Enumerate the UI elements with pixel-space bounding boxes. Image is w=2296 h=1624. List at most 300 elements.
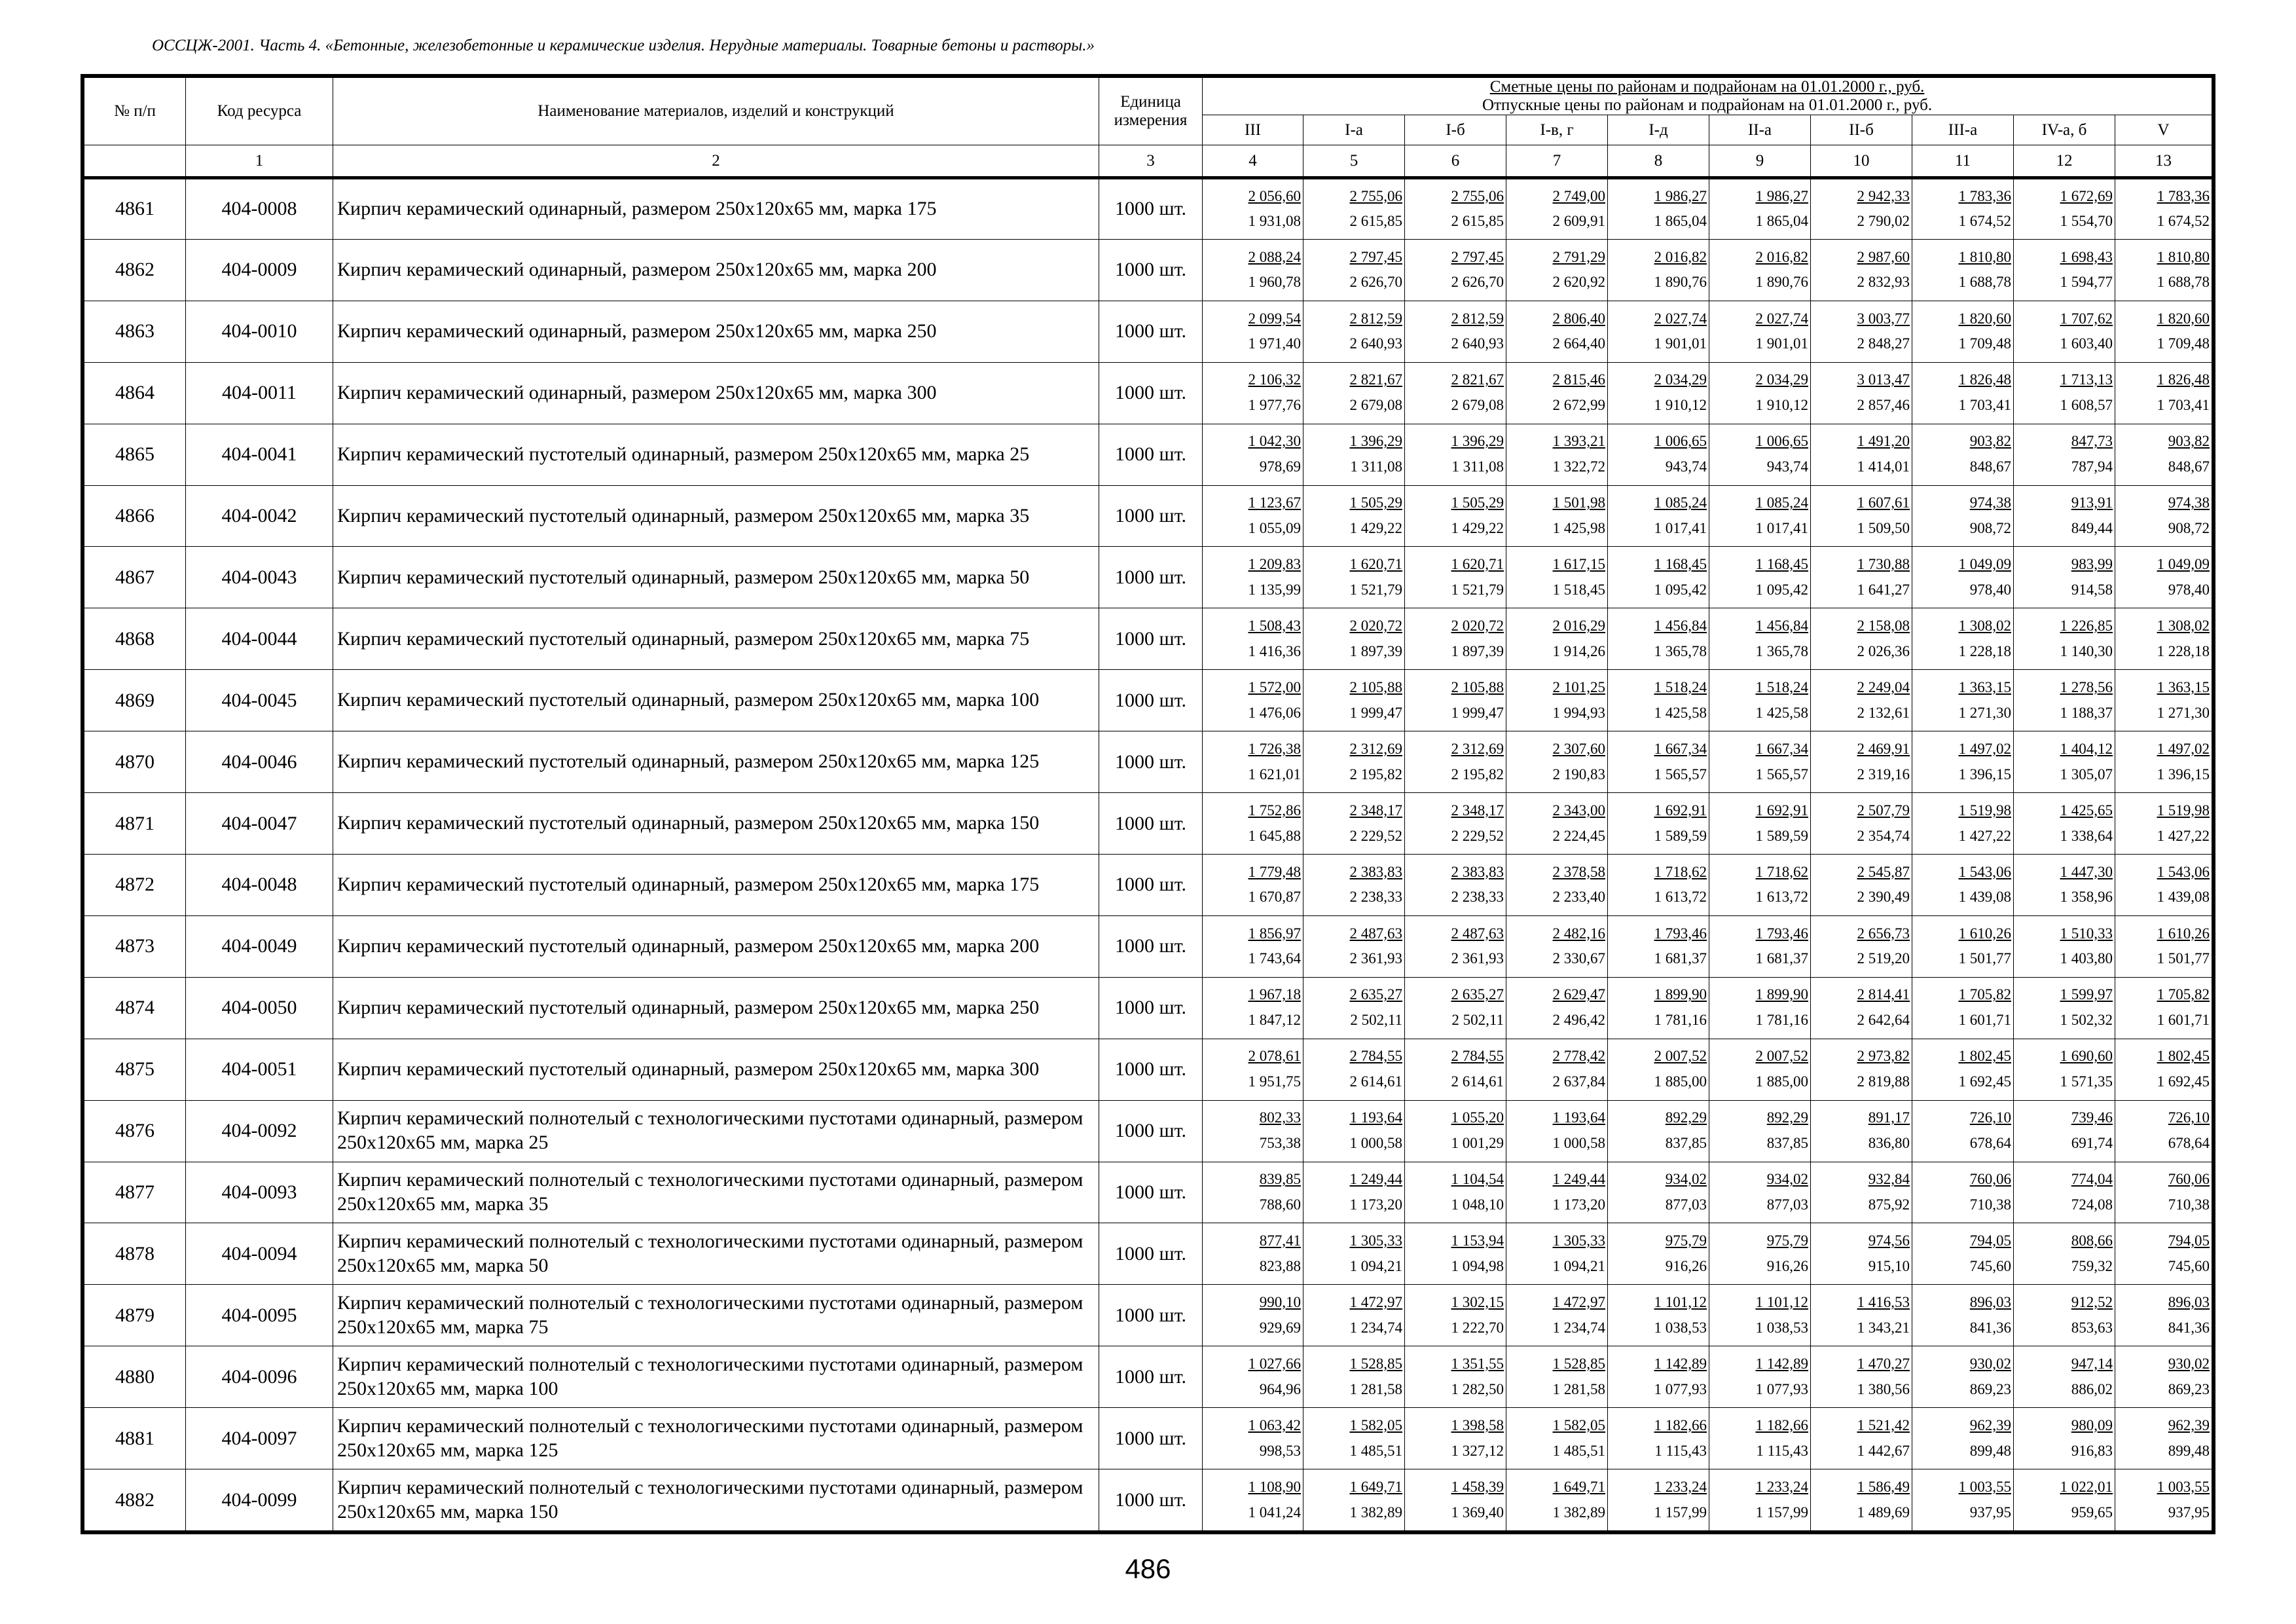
material-name: Кирпич керамический пустотелый одинарный, размером 250х120х65 мм, марка 200 <box>333 915 1099 977</box>
unit-of-measure: 1000 шт. <box>1099 854 1203 915</box>
price-cell <box>2115 547 2212 608</box>
release-price: 848,67 <box>2168 458 2210 475</box>
release-price: 978,40 <box>1969 581 2011 598</box>
release-price: 1 365,78 <box>1755 642 1808 659</box>
estimated-price: 1 692,91 <box>1755 802 1808 819</box>
price-cell <box>1811 239 1912 301</box>
price-cell <box>1608 1285 1709 1346</box>
estimated-price: 912,52 <box>2071 1294 2113 1311</box>
price-cell <box>2115 239 2212 301</box>
unit-of-measure: 1000 шт. <box>1099 670 1203 731</box>
estimated-price: 1 006,65 <box>1654 433 1707 450</box>
resource-code: 404-0043 <box>186 547 333 608</box>
release-price: 1 571,35 <box>2060 1073 2113 1090</box>
estimated-price: 1 470,27 <box>1857 1355 1910 1372</box>
price-cell <box>1303 670 1405 731</box>
price-cell <box>2115 485 2212 547</box>
estimated-price: 1 899,90 <box>1654 986 1707 1003</box>
release-price: 2 190,83 <box>1552 766 1605 783</box>
release-price: 1 509,50 <box>1857 519 1910 536</box>
estimated-price: 1 447,30 <box>2060 863 2113 880</box>
price-cell <box>1709 915 1811 977</box>
price-cell <box>1506 731 1608 793</box>
release-price: 1 188,37 <box>2060 704 2113 721</box>
price-cell <box>2115 793 2212 855</box>
release-price: 2 390,49 <box>1857 889 1910 906</box>
header-region: I-а <box>1303 115 1405 145</box>
release-price: 710,38 <box>2168 1196 2210 1213</box>
estimated-price: 1 610,26 <box>1958 925 2011 942</box>
release-price: 899,48 <box>2168 1442 2210 1459</box>
estimated-price: 1 519,98 <box>1958 802 2011 819</box>
price-cell <box>1608 731 1709 793</box>
price-cell <box>2014 1162 2115 1223</box>
price-cell <box>2014 793 2115 855</box>
estimated-price: 1 027,66 <box>1248 1355 1301 1372</box>
price-cell <box>1811 301 1912 362</box>
price-cell <box>1811 1100 1912 1162</box>
estimated-price: 2 469,91 <box>1857 740 1910 757</box>
price-cell <box>1912 1162 2014 1223</box>
price-cell <box>1608 670 1709 731</box>
estimated-price: 1 302,15 <box>1451 1294 1504 1311</box>
price-cell <box>1303 239 1405 301</box>
price-cell <box>1506 301 1608 362</box>
release-price: 1 396,15 <box>2157 766 2210 783</box>
release-price: 964,96 <box>1259 1380 1301 1397</box>
price-cell <box>1303 1039 1405 1100</box>
price-cell <box>1405 670 1506 731</box>
release-price: 1 688,78 <box>1958 274 2011 291</box>
header-column-number: 5 <box>1303 145 1405 178</box>
estimated-price: 974,56 <box>1868 1232 1910 1249</box>
price-cell <box>2115 1039 2212 1100</box>
price-cell <box>1203 915 1303 977</box>
estimated-price: 1 505,29 <box>1451 494 1504 511</box>
release-price: 2 361,93 <box>1451 950 1504 967</box>
price-cell <box>1608 301 1709 362</box>
estimated-price: 1 518,24 <box>1654 678 1707 695</box>
estimated-price: 2 784,55 <box>1349 1048 1402 1065</box>
estimated-price: 1 168,45 <box>1654 556 1707 573</box>
price-cell <box>1912 362 2014 424</box>
release-price: 1 901,01 <box>1755 335 1808 352</box>
price-cell <box>1608 854 1709 915</box>
price-cell <box>1608 793 1709 855</box>
price-cell <box>1405 731 1506 793</box>
estimated-price: 1 690,60 <box>2060 1048 2113 1065</box>
header-region: I-б <box>1405 115 1506 145</box>
price-cell <box>1203 1285 1303 1346</box>
price-cell <box>2115 854 2212 915</box>
price-cell <box>1203 793 1303 855</box>
release-price: 2 354,74 <box>1857 827 1910 844</box>
estimated-price: 1 363,15 <box>1958 678 2011 695</box>
price-cell <box>1506 1223 1608 1285</box>
release-price: 1 994,93 <box>1552 704 1605 721</box>
row-number: 4882 <box>84 1469 186 1531</box>
estimated-price: 1 707,62 <box>2060 310 2113 327</box>
price-cell <box>1709 178 1811 240</box>
price-cell <box>1303 977 1405 1039</box>
table-row <box>84 1162 2212 1223</box>
resource-code: 404-0047 <box>186 793 333 855</box>
price-cell <box>2115 1100 2212 1162</box>
release-price: 2 229,52 <box>1451 827 1504 844</box>
price-cell <box>1203 1223 1303 1285</box>
estimated-price: 2 312,69 <box>1349 740 1402 757</box>
release-price: 1 890,76 <box>1654 274 1707 291</box>
estimated-price: 1 104,54 <box>1451 1171 1504 1188</box>
price-cell <box>2115 977 2212 1039</box>
release-price: 1 554,70 <box>2060 213 2113 230</box>
release-price: 2 640,93 <box>1349 335 1402 352</box>
header-column-number: 2 <box>333 145 1099 178</box>
table-row <box>84 1100 2212 1162</box>
price-cell <box>2115 1469 2212 1531</box>
estimated-price: 760,06 <box>2168 1171 2210 1188</box>
estimated-price: 2 507,79 <box>1857 802 1910 819</box>
price-cell <box>2014 915 2115 977</box>
release-price: 710,38 <box>1969 1196 2011 1213</box>
release-price: 2 195,82 <box>1451 766 1504 783</box>
estimated-price: 1 543,06 <box>2157 863 2210 880</box>
header-column-number: 1 <box>186 145 333 178</box>
header-res-code: Код ресурса <box>186 78 333 145</box>
row-number: 4863 <box>84 301 186 362</box>
release-price: 2 319,16 <box>1857 766 1910 783</box>
release-price: 1 228,18 <box>1958 642 2011 659</box>
price-cell <box>1506 1039 1608 1100</box>
price-cell <box>1811 1039 1912 1100</box>
release-price: 1 910,12 <box>1755 397 1808 414</box>
release-price: 1 343,21 <box>1857 1319 1910 1336</box>
price-cell <box>1811 1162 1912 1223</box>
release-price: 2 238,33 <box>1349 889 1402 906</box>
estimated-price: 2 545,87 <box>1857 863 1910 880</box>
price-cell <box>2115 670 2212 731</box>
release-price: 2 519,20 <box>1857 950 1910 967</box>
release-price: 1 603,40 <box>2060 335 2113 352</box>
price-cell <box>1709 1285 1811 1346</box>
estimated-price: 1 519,98 <box>2157 802 2210 819</box>
release-price: 1 041,24 <box>1248 1504 1301 1521</box>
price-cell <box>1303 362 1405 424</box>
estimated-price: 1 705,82 <box>2157 986 2210 1003</box>
row-number: 4862 <box>84 239 186 301</box>
estimated-price: 1 233,24 <box>1654 1478 1707 1495</box>
release-price: 1 095,42 <box>1755 581 1808 598</box>
estimated-price: 896,03 <box>1969 1294 2011 1311</box>
material-name: Кирпич керамический пустотелый одинарный, размером 250х120х65 мм, марка 175 <box>333 854 1099 915</box>
header-region: III-а <box>1912 115 2014 145</box>
header-prices-estimated: Сметные цены по районам и подрайонам на 01.01.2000 г., руб. <box>1489 78 1925 96</box>
price-cell <box>2014 977 2115 1039</box>
estimated-price: 974,38 <box>2168 494 2210 511</box>
release-price: 1 282,50 <box>1451 1380 1504 1397</box>
price-cell <box>1608 485 1709 547</box>
release-price: 1 311,08 <box>1451 458 1504 475</box>
unit-of-measure: 1000 шт. <box>1099 915 1203 977</box>
header-row-num: № п/п <box>84 78 186 145</box>
price-cell <box>1912 854 2014 915</box>
estimated-price: 2 635,27 <box>1451 986 1504 1003</box>
material-name: Кирпич керамический полнотелый с технологическими пустотами одинарный, размером 250х120х65 мм, марка 50 <box>333 1223 1099 1285</box>
estimated-price: 1 779,48 <box>1248 863 1301 880</box>
estimated-price: 1 718,62 <box>1755 863 1808 880</box>
estimated-price: 962,39 <box>1969 1416 2011 1433</box>
estimated-price: 2 755,06 <box>1451 187 1504 204</box>
price-cell <box>2014 731 2115 793</box>
estimated-price: 1 425,65 <box>2060 802 2113 819</box>
estimated-price: 1 718,62 <box>1654 863 1707 880</box>
estimated-price: 1 404,12 <box>2060 740 2113 757</box>
estimated-price: 1 705,82 <box>1958 986 2011 1003</box>
release-price: 1 135,99 <box>1248 581 1301 598</box>
release-price: 1 048,10 <box>1451 1196 1504 1213</box>
row-number: 4866 <box>84 485 186 547</box>
release-price: 1 897,39 <box>1451 642 1504 659</box>
estimated-price: 2 106,32 <box>1248 371 1301 388</box>
release-price: 959,65 <box>2071 1504 2113 1521</box>
estimated-price: 1 193,64 <box>1552 1109 1605 1126</box>
estimated-price: 2 312,69 <box>1451 740 1504 757</box>
price-cell <box>1811 1285 1912 1346</box>
release-price: 1 977,76 <box>1248 397 1301 414</box>
estimated-price: 2 383,83 <box>1349 863 1402 880</box>
price-cell <box>1912 1346 2014 1408</box>
release-price: 1 115,43 <box>1756 1442 1808 1459</box>
release-price: 837,85 <box>1665 1135 1707 1152</box>
unit-of-measure: 1000 шт. <box>1099 1223 1203 1285</box>
estimated-price: 1 599,97 <box>2060 986 2113 1003</box>
material-name: Кирпич керамический полнотелый с технологическими пустотами одинарный, размером 250х120х65 мм, марка 150 <box>333 1469 1099 1531</box>
release-price: 2 229,52 <box>1349 827 1402 844</box>
estimated-price: 974,38 <box>1969 494 2011 511</box>
estimated-price: 2 348,17 <box>1349 802 1402 819</box>
release-price: 1 222,70 <box>1451 1319 1504 1336</box>
release-price: 678,64 <box>2168 1135 2210 1152</box>
estimated-price: 1 667,34 <box>1755 740 1808 757</box>
price-cell <box>1608 1039 1709 1100</box>
estimated-price: 1 497,02 <box>1958 740 2011 757</box>
row-number: 4880 <box>84 1346 186 1408</box>
price-cell <box>1506 547 1608 608</box>
release-price: 1 709,48 <box>2157 335 2210 352</box>
release-price: 2 615,85 <box>1349 213 1402 230</box>
unit-of-measure: 1000 шт. <box>1099 239 1203 301</box>
price-cell <box>1709 239 1811 301</box>
release-price: 1 521,79 <box>1349 581 1402 598</box>
release-price: 915,10 <box>1868 1257 1910 1274</box>
price-cell <box>1608 1223 1709 1285</box>
estimated-price: 990,10 <box>1259 1294 1301 1311</box>
release-price: 1 781,16 <box>1755 1012 1808 1029</box>
estimated-price: 2 749,00 <box>1552 187 1605 204</box>
estimated-price: 2 088,24 <box>1248 248 1301 265</box>
estimated-price: 774,04 <box>2071 1171 2113 1188</box>
estimated-price: 1 967,18 <box>1248 986 1301 1003</box>
estimated-price: 2 016,29 <box>1552 618 1605 635</box>
price-cell <box>1709 1100 1811 1162</box>
price-cell <box>2014 424 2115 485</box>
estimated-price: 896,03 <box>2168 1294 2210 1311</box>
estimated-price: 1 182,66 <box>1654 1416 1707 1433</box>
release-price: 943,74 <box>1665 458 1707 475</box>
estimated-price: 1 528,85 <box>1552 1355 1605 1372</box>
estimated-price: 2 027,74 <box>1755 310 1808 327</box>
estimated-price: 2 099,54 <box>1248 310 1301 327</box>
release-price: 1 429,22 <box>1349 519 1402 536</box>
price-cell <box>1912 977 2014 1039</box>
row-number: 4881 <box>84 1408 186 1469</box>
table-row <box>84 1285 2212 1346</box>
release-price: 978,40 <box>2168 581 2210 598</box>
material-name: Кирпич керамический полнотелый с технологическими пустотами одинарный, размером 250х120х65 мм, марка 125 <box>333 1408 1099 1469</box>
price-cell <box>1506 485 1608 547</box>
estimated-price: 903,82 <box>1969 433 2011 450</box>
estimated-price: 760,06 <box>1969 1171 2011 1188</box>
release-price: 2 224,45 <box>1552 827 1605 844</box>
price-cell <box>1303 1408 1405 1469</box>
price-cell <box>2014 178 2115 240</box>
price-cell <box>1405 793 1506 855</box>
release-price: 908,72 <box>1969 519 2011 536</box>
price-cell <box>1303 547 1405 608</box>
release-price: 1 427,22 <box>2157 827 2210 844</box>
release-price: 759,32 <box>2071 1257 2113 1274</box>
release-price: 1 613,72 <box>1755 889 1808 906</box>
price-cell <box>1203 670 1303 731</box>
release-price: 2 233,40 <box>1552 889 1605 906</box>
release-price: 1 703,41 <box>1958 397 2011 414</box>
release-price: 788,60 <box>1259 1196 1301 1213</box>
release-price: 1 017,41 <box>1654 519 1707 536</box>
estimated-price: 1 022,01 <box>2060 1478 2113 1495</box>
price-cell <box>1203 301 1303 362</box>
estimated-price: 2 656,73 <box>1857 925 1910 942</box>
row-number: 4872 <box>84 854 186 915</box>
estimated-price: 2 797,45 <box>1349 248 1402 265</box>
price-cell <box>1203 608 1303 670</box>
release-price: 849,44 <box>2071 519 2113 536</box>
release-price: 998,53 <box>1259 1442 1301 1459</box>
table-row <box>84 1039 2212 1100</box>
release-price: 908,72 <box>2168 519 2210 536</box>
price-cell <box>2014 670 2115 731</box>
price-cell <box>1608 424 1709 485</box>
price-cell <box>1811 670 1912 731</box>
price-cell <box>2115 301 2212 362</box>
estimated-price: 1 396,29 <box>1451 433 1504 450</box>
price-cell <box>1608 239 1709 301</box>
price-cell <box>1303 301 1405 362</box>
estimated-price: 1 393,21 <box>1552 433 1605 450</box>
estimated-price: 1 101,12 <box>1755 1294 1808 1311</box>
release-price: 1 501,77 <box>1958 950 2011 967</box>
price-cell <box>2115 1408 2212 1469</box>
release-price: 2 664,40 <box>1552 335 1605 352</box>
release-price: 2 502,11 <box>1451 1012 1504 1029</box>
unit-of-measure: 1000 шт. <box>1099 1100 1203 1162</box>
price-cell <box>1203 1100 1303 1162</box>
release-price: 2 832,93 <box>1857 274 1910 291</box>
table-row <box>84 485 2212 547</box>
estimated-price: 2 020,72 <box>1451 618 1504 635</box>
price-cell <box>1405 854 1506 915</box>
release-price: 1 358,96 <box>2060 889 2113 906</box>
release-price: 1 901,01 <box>1654 335 1707 352</box>
release-price: 1 999,47 <box>1349 704 1402 721</box>
running-head: ОССЦЖ-2001. Часть 4. «Бетонные, железобетонные и керамические изделия. Нерудные материалы. Товарные бетоны и растворы.» <box>152 37 1095 54</box>
price-cell <box>1608 178 1709 240</box>
estimated-price: 2 812,59 <box>1349 310 1402 327</box>
release-price: 1 897,39 <box>1349 642 1402 659</box>
price-cell <box>1709 547 1811 608</box>
price-cell <box>1506 1285 1608 1346</box>
price-cell <box>1608 608 1709 670</box>
price-cell <box>1709 854 1811 915</box>
release-price: 1 429,22 <box>1451 519 1504 536</box>
header-region: I-в, г <box>1506 115 1608 145</box>
release-price: 1 382,89 <box>1349 1504 1402 1521</box>
release-price: 1 847,12 <box>1248 1012 1301 1029</box>
release-price: 1 271,30 <box>1958 704 2011 721</box>
estimated-price: 2 101,25 <box>1552 678 1605 695</box>
release-price: 1 416,36 <box>1248 642 1301 659</box>
price-cell <box>1303 1162 1405 1223</box>
price-cell <box>2014 301 2115 362</box>
estimated-price: 1 085,24 <box>1755 494 1808 511</box>
release-price: 787,94 <box>2071 458 2113 475</box>
price-cell <box>1405 1039 1506 1100</box>
price-cell <box>1203 1162 1303 1223</box>
resource-code: 404-0011 <box>186 362 333 424</box>
material-name: Кирпич керамический пустотелый одинарный, размером 250х120х65 мм, марка 150 <box>333 793 1099 855</box>
release-price: 1 971,40 <box>1248 335 1301 352</box>
price-cell <box>1303 1469 1405 1531</box>
price-cell <box>1912 301 2014 362</box>
row-number: 4864 <box>84 362 186 424</box>
price-cell <box>1811 915 1912 977</box>
release-price: 1 565,57 <box>1755 766 1808 783</box>
estimated-price: 1 142,89 <box>1755 1355 1808 1372</box>
price-cell <box>1709 485 1811 547</box>
header-region: II-б <box>1811 115 1912 145</box>
unit-of-measure: 1000 шт. <box>1099 301 1203 362</box>
table-row <box>84 1469 2212 1531</box>
release-price: 853,63 <box>2071 1319 2113 1336</box>
estimated-price: 1 278,56 <box>2060 678 2113 695</box>
estimated-price: 2 806,40 <box>1552 310 1605 327</box>
estimated-price: 2 791,29 <box>1552 248 1605 265</box>
release-price: 1 999,47 <box>1451 704 1504 721</box>
row-number: 4876 <box>84 1100 186 1162</box>
estimated-price: 2 814,41 <box>1857 986 1910 1003</box>
price-cell <box>1203 1469 1303 1531</box>
release-price: 1 502,32 <box>2060 1012 2113 1029</box>
material-name: Кирпич керамический пустотелый одинарный, размером 250х120х65 мм, марка 25 <box>333 424 1099 485</box>
price-cell <box>1811 1469 1912 1531</box>
release-price: 1 485,51 <box>1349 1442 1402 1459</box>
price-cell <box>1303 1223 1405 1285</box>
estimated-price: 726,10 <box>2168 1109 2210 1126</box>
release-price: 1 589,59 <box>1755 827 1808 844</box>
price-cell <box>1506 608 1608 670</box>
price-cell <box>1405 977 1506 1039</box>
release-price: 1 228,18 <box>2157 642 2210 659</box>
price-cell <box>2014 1285 2115 1346</box>
